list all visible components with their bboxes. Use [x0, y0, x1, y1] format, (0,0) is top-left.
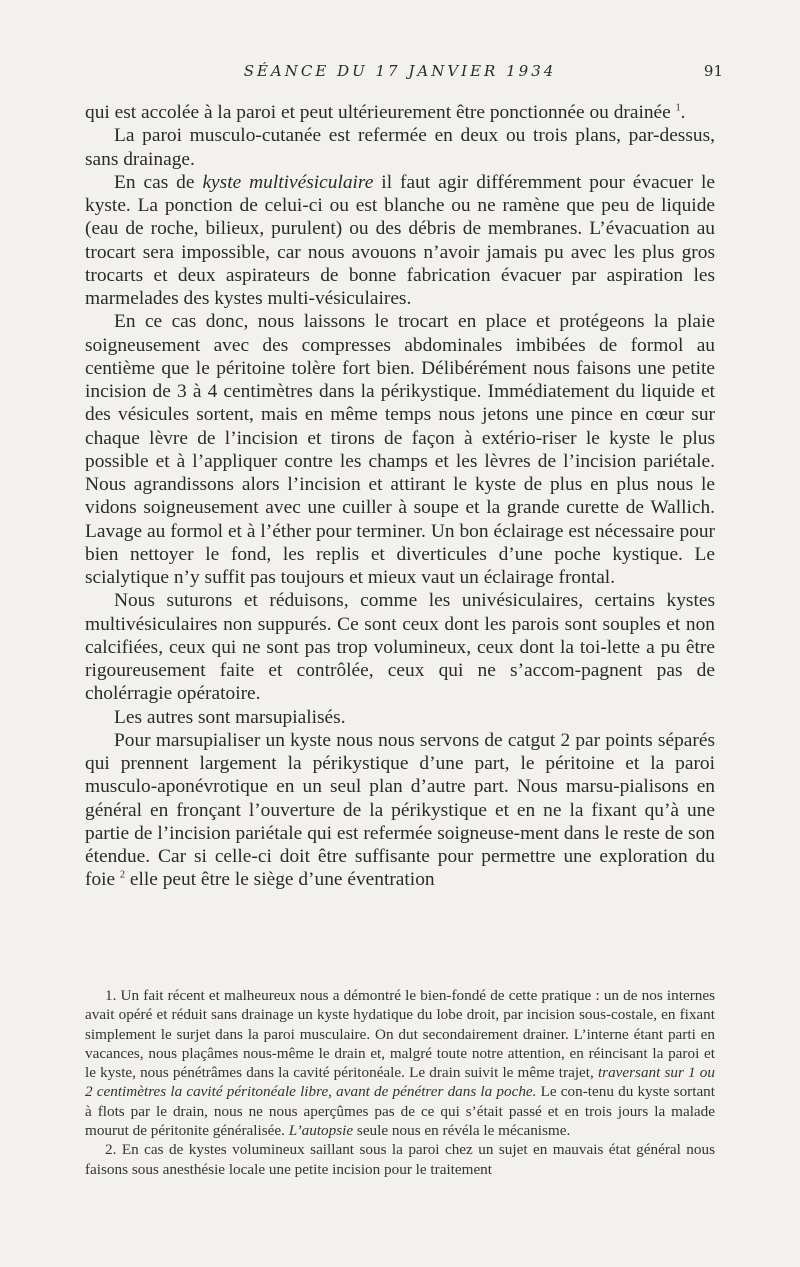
paragraph [85, 171, 715, 311]
paragraph-text: elle peut être le siège d’une éventration [125, 869, 435, 891]
paragraph: Nous suturons et réduisons, comme les univésiculaires, certains kystes multivésiculaires non suppurés. Ce sont ceux dont les parois sont souples et non calcifiées, ceux qui ne sont pas trop volumineux, ceux dont la toi-lette a pu être rigoureusement faite et contrôlée, ceux qui ne s’accom-pagnent pas de cholérragie opératoire. [85, 590, 715, 705]
footnote-2: 2. En cas de kystes volumineux saillant sous la paroi chez un sujet en mauvais état général nous faisons sous anesthésie locale une petite incision pour le traitement [85, 1141, 715, 1178]
emphasis-text: kyste multivésiculaire [202, 171, 374, 193]
paragraph-text: il faut agir différemment pour évacuer le kyste. La ponction de celui-ci ou est blanche ou ne ramène que peu de liquide (eau de roche, bilieux, purulent) ou des débris de membranes. L’évacuation au trocart sera impossible, car nous avouons n’avoir jamais pu avec les plus gros trocarts et deux aspirateurs de bonne fabrication évacuer par aspiration les marmelades des kystes multi-vésiculaires. [85, 171, 716, 309]
paragraph-text: qui est accolée à la paroi et peut ultérieurement être ponctionnée ou drainée [85, 102, 671, 123]
footnote-marker: 2 [120, 869, 126, 881]
paragraph: Les autres sont marsupialisés. [114, 706, 346, 728]
footnote-text: seule nous en révéla le mécanisme. [353, 1122, 571, 1140]
book-page [85, 0, 723, 1267]
footnotes [85, 986, 715, 1179]
footnote-emphasis: L’autopsie [288, 1122, 354, 1140]
footnote-emphasis: traversant sur 1 ou 2 centimètres la cavité péritonéale libre, avant de pénétrer dans la poche. [85, 1064, 715, 1101]
paragraph-continued [85, 101, 715, 124]
paragraph-text: Pour marsupialiser un kyste nous nous servons de catgut 2 par points séparés qui prennent largement la périkystique d’une part, le péritoine et la paroi musculo-aponévrotique en un seul plan d’autre part. Nous marsu-pialisons en général en fronçant l’ouverture de la périkystique et en ne la fixant qu’à une partie de l’incision pariétale qui est refermée soigneuse-ment dans le reste de son étendue. Car si celle-ci doit être suffisante pour permettre une exploration du foie [85, 729, 715, 891]
page-header-title: SÉANCE DU 17 JANVIER 1934 [243, 62, 557, 80]
footnote-1 [85, 986, 715, 1140]
paragraph: La paroi musculo-cutanée est refermée en deux ou trois plans, par-dessus, sans drainage. [85, 125, 715, 170]
paragraph [85, 729, 715, 892]
footnote-text: Le con-tenu du kyste sortant à flots par le drain, nous ne nous aperçûmes pas de ce qui s’était passé et en trois jours la malade mourut de péritonite généralisée. [85, 1083, 715, 1140]
page-number: 91 [703, 62, 723, 80]
paragraph-text: . [680, 102, 686, 123]
footnote-text: 1. Un fait récent et malheureux nous a démontré le bien-fondé de cette pratique : un de nos internes avait opéré et réduit sans drainage un kyste hydatique du lobe droit, par incision sous-costale, en fixant simplement le surjet dans la paroi musculaire. On dut secondairement drainer. L’interne étant parti en vacances, nous plaçâmes nous-même le drain et, malgré toute notre attention, en réincisant la paroi et le kyste, nous pénétrâmes dans la cavité péritonéale. Le drain suivit le même trajet, [85, 987, 715, 1082]
running-header [85, 58, 723, 84]
footnote-marker: 1 [675, 102, 681, 114]
main-text [85, 101, 715, 892]
paragraph-text: En cas de [114, 171, 203, 193]
paragraph: En ce cas donc, nous laissons le trocart en place et protégeons la plaie soigneusement avec des compresses abdominales imbibées de formol au centième que le péritoine tolère fort bien. Délibérément nous faisons une petite incision de 3 à 4 centimètres dans la périkystique. Immédiatement du liquide et des vésicules sortent, mais en même temps nous jetons une pince en cœur sur chaque lèvre de l’incision et tirons de façon à extério-riser le kyste le plus possible et à l’appliquer contre les champs et les lèvres de l’incision pariétale. Nous agrandissons alors l’incision et attirant le kyste de plus en plus nous le vidons soigneusement avec une cuiller à soupe et la grande curette de Wallich. Lavage au formol et à l’éther pour terminer. Un bon éclairage est nécessaire pour bien nettoyer le fond, les replis et diverticules d’une poche kystique. Le scialytique n’y suffit pas toujours et mieux vaut un éclairage frontal. [85, 311, 715, 588]
